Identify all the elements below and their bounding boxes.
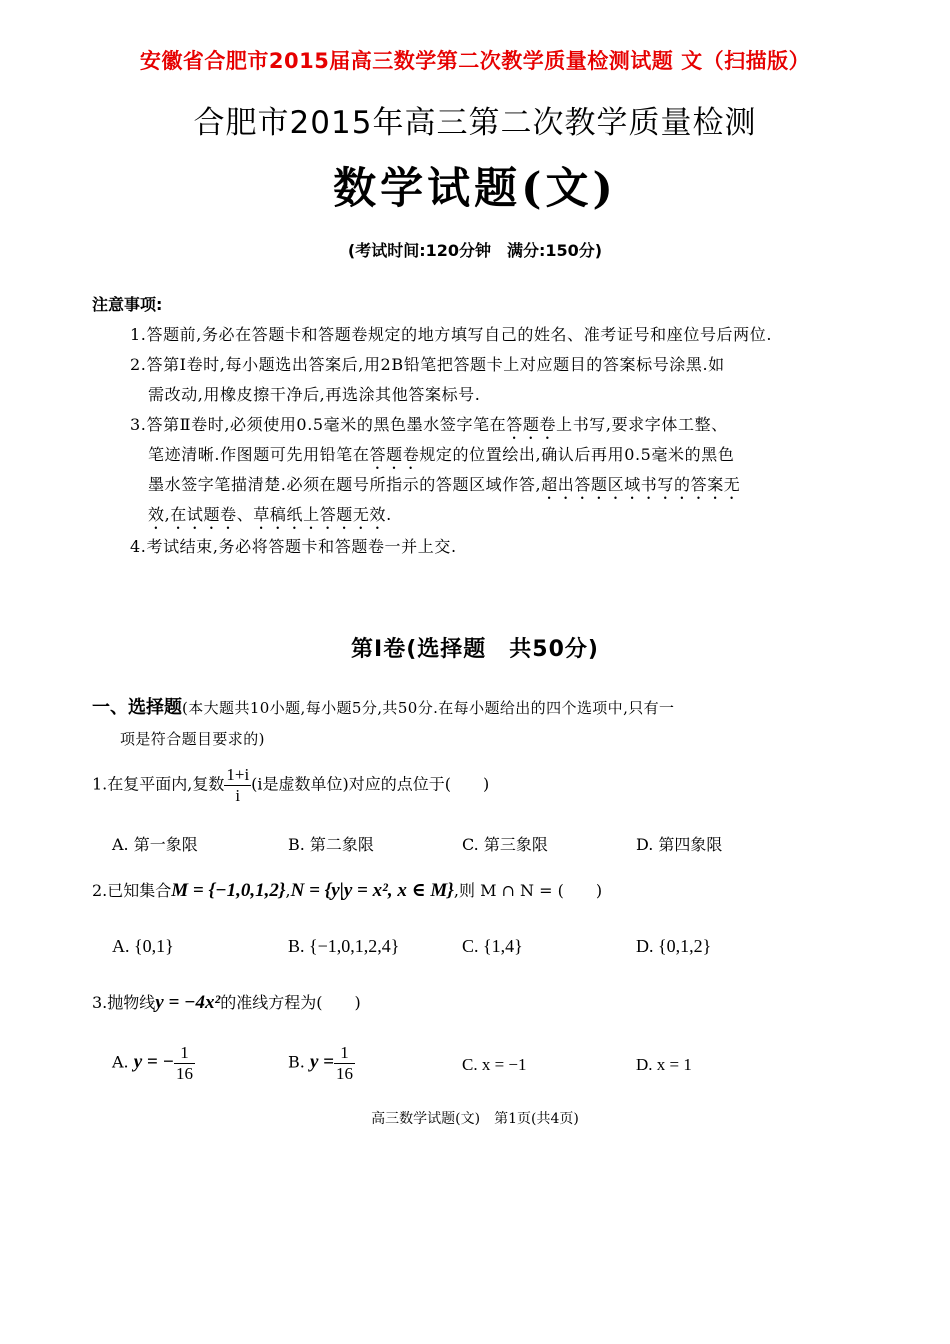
- fraction-numerator: 1+i: [226, 765, 250, 784]
- document-header: 安徽省合肥市2015届高三数学第二次教学质量检测试题 文（扫描版）: [139, 49, 811, 73]
- section-1-title: 一、选择题: [92, 697, 182, 718]
- option-label: B.: [288, 1052, 305, 1072]
- question-3-option-b: [288, 1043, 355, 1083]
- note-3-line-3: [148, 472, 740, 503]
- exam-info: (考试时间:120分钟 满分:150分): [347, 241, 603, 260]
- option-label: A.: [112, 1052, 129, 1072]
- question-2-option-a: A. {0,1}: [112, 936, 174, 956]
- question-1: [92, 765, 489, 805]
- fraction-denominator: 16: [335, 1063, 353, 1083]
- option-a-expression: y = −: [133, 1051, 175, 1073]
- emphasis-invalid: 效: [148, 505, 165, 524]
- note-3-text: 笔迹清晰.作图题可先用铅笔在: [148, 445, 370, 464]
- question-1-fraction: [224, 765, 251, 805]
- question-3-option-c: C. x = −1: [462, 1055, 527, 1074]
- note-4: 4.考试结束,务必将答题卡和答题卷一并上交.: [130, 537, 457, 556]
- note-3-text: .: [386, 505, 392, 524]
- question-2-prefix: 2.已知集合: [92, 881, 172, 900]
- section-1-description: (本大题共10小题,每小题5分,共50分.在每小题给出的四个选项中,只有一: [182, 699, 675, 717]
- question-3: [92, 990, 361, 1014]
- part-1-heading: 第Ⅰ卷(选择题 共50分): [351, 637, 599, 662]
- section-1-heading: [92, 693, 674, 719]
- question-1-prefix: 1.在复平面内,复数: [92, 774, 225, 794]
- note-3-line-1: [130, 412, 728, 443]
- fraction-numerator: 1: [174, 1043, 195, 1064]
- emphasis-answer-sheet: 答题卷: [506, 415, 557, 434]
- question-1-option-a: A. 第一象限: [112, 835, 198, 854]
- option-a-fraction: [174, 1043, 195, 1083]
- note-1: 1.答题前,务必在答题卡和答题卷规定的地方填写自己的姓名、准考证号和座位号后两位.: [130, 325, 773, 344]
- fraction-denominator: 16: [176, 1063, 194, 1083]
- question-2-separator: ,: [285, 881, 291, 900]
- note-3-text: 墨水签字笔描清楚.必须在题号所指示的答题区域作答,: [148, 475, 542, 494]
- set-m-definition: M = {−1,0,1,2}: [171, 880, 286, 901]
- question-2-suffix: ,则 M ∩ N = ( ): [453, 881, 603, 900]
- question-2: [92, 878, 602, 902]
- question-3-prefix: 3.抛物线: [92, 993, 156, 1012]
- note-2-line-1: 2.答第Ⅰ卷时,每小题选出答案后,用2B铅笔把答题卡上对应题目的答案标号涂黑.如: [130, 355, 725, 374]
- question-1-option-b: B. 第二象限: [288, 835, 374, 854]
- question-3-option-a: [112, 1043, 195, 1083]
- section-1-description-cont: 项是符合题目要求的): [120, 730, 265, 748]
- question-3-suffix: 的准线方程为( ): [220, 993, 361, 1012]
- emphasis-answer-sheet: 答题卷: [369, 445, 420, 464]
- fraction-numerator: 1: [334, 1043, 355, 1064]
- subject-title: 数学试题(文): [333, 164, 617, 214]
- question-1-suffix: (i是虚数单位)对应的点位于( ): [251, 774, 490, 794]
- note-3-text: 上书写,要求字体工整、: [556, 415, 728, 434]
- option-b-fraction: [334, 1043, 355, 1083]
- question-1-option-d: D. 第四象限: [636, 835, 723, 854]
- question-2-option-c: C. {1,4}: [462, 936, 523, 956]
- set-n-definition: N = {y|y = x², x ∈ M}: [290, 880, 454, 901]
- note-3-text: ,: [164, 505, 171, 524]
- exam-title: 合肥市2015年高三第二次教学质量检测: [193, 105, 757, 141]
- notes-heading: 注意事项:: [92, 295, 163, 314]
- note-3-line-4: [148, 502, 392, 533]
- emphasis-invalid-elsewhere: 在试题卷、草稿纸上答题无效: [170, 505, 387, 524]
- note-3-line-2: [148, 442, 734, 473]
- parabola-equation: y = −4x²: [155, 992, 221, 1013]
- fraction-denominator: i: [235, 785, 241, 805]
- option-b-expression: y =: [309, 1051, 334, 1073]
- question-2-option-d: D. {0,1,2}: [636, 936, 712, 956]
- question-2-option-b: B. {−1,0,1,2,4}: [288, 936, 400, 956]
- emphasis-invalid-answer: 超出答题区域书写的答案无: [541, 475, 741, 494]
- note-3-text: 3.答第Ⅱ卷时,必须使用0.5毫米的黑色墨水签字笔在: [130, 415, 507, 434]
- note-2-line-2: 需改动,用橡皮擦干净后,再选涂其他答案标号.: [148, 385, 481, 404]
- question-3-option-d: D. x = 1: [636, 1055, 692, 1074]
- note-3-text: 规定的位置绘出,确认后再用0.5毫米的黑色: [419, 445, 735, 464]
- page-footer: 高三数学试题(文) 第1页(共4页): [371, 1111, 579, 1127]
- question-1-option-c: C. 第三象限: [462, 835, 548, 854]
